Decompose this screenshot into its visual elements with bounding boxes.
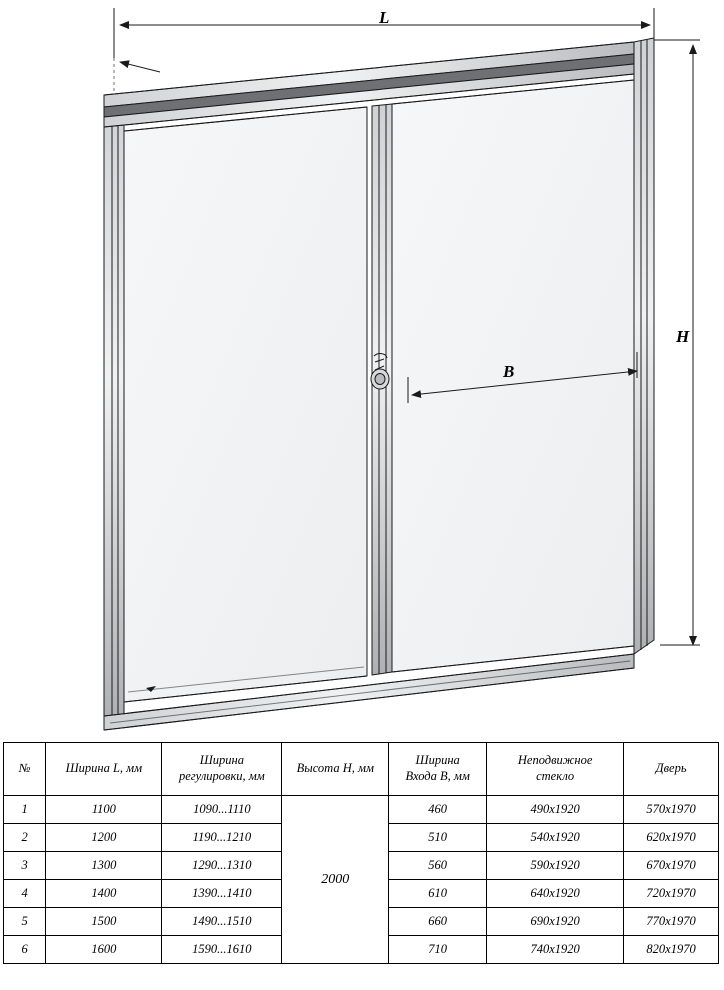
cell-width: 1300 bbox=[46, 852, 162, 880]
right-wall-profile bbox=[634, 38, 654, 654]
cell-entry: 710 bbox=[389, 936, 487, 964]
cell-adjust: 1390...1410 bbox=[162, 880, 282, 908]
dimension-label-entry-width: B bbox=[503, 362, 515, 381]
cell-adjust: 1590...1610 bbox=[162, 936, 282, 964]
table-head bbox=[4, 743, 719, 796]
cell-height-merged: 2000 bbox=[282, 796, 389, 964]
column-header-fixed-line2: стекло bbox=[536, 769, 575, 783]
column-header-width-l: Ширина L, мм bbox=[46, 743, 162, 796]
cell-adjust: 1490...1510 bbox=[162, 908, 282, 936]
cell-adjust: 1290...1310 bbox=[162, 852, 282, 880]
cell-no: 6 bbox=[4, 936, 46, 964]
table-row bbox=[4, 796, 719, 824]
column-header-door: Дверь bbox=[624, 743, 719, 796]
cell-adjust: 1190...1210 bbox=[162, 824, 282, 852]
cell-door: 720х1970 bbox=[624, 880, 719, 908]
cell-entry: 460 bbox=[389, 796, 487, 824]
cell-entry: 560 bbox=[389, 852, 487, 880]
cell-door: 820х1970 bbox=[624, 936, 719, 964]
cell-fixed: 690х1920 bbox=[487, 908, 624, 936]
dimension-overall-height bbox=[650, 40, 700, 645]
left-wall-profile bbox=[104, 95, 124, 722]
cell-width: 1400 bbox=[46, 880, 162, 908]
cell-width: 1500 bbox=[46, 908, 162, 936]
cell-fixed: 640х1920 bbox=[487, 880, 624, 908]
cell-no: 2 bbox=[4, 824, 46, 852]
cell-door: 620х1970 bbox=[624, 824, 719, 852]
cell-door: 770х1970 bbox=[624, 908, 719, 936]
cell-width: 1200 bbox=[46, 824, 162, 852]
table-body bbox=[4, 796, 719, 964]
cell-no: 3 bbox=[4, 852, 46, 880]
column-header-entry-line1: Ширина bbox=[415, 753, 460, 768]
cell-entry: 610 bbox=[389, 880, 487, 908]
cell-entry: 660 bbox=[389, 908, 487, 936]
cell-door: 670х1970 bbox=[624, 852, 719, 880]
cell-width: 1100 bbox=[46, 796, 162, 824]
cell-adjust: 1090...1110 bbox=[162, 796, 282, 824]
cell-width: 1600 bbox=[46, 936, 162, 964]
column-header-adjust-line2: регулировки, мм bbox=[178, 769, 265, 783]
column-header-height-h: Высота H, мм bbox=[282, 743, 389, 796]
cell-fixed: 590х1920 bbox=[487, 852, 624, 880]
cell-no: 5 bbox=[4, 908, 46, 936]
cell-fixed: 490х1920 bbox=[487, 796, 624, 824]
column-header-no: № bbox=[4, 743, 46, 796]
column-header-entry-line2: Входа B, мм bbox=[405, 769, 470, 783]
table-header-row bbox=[4, 743, 719, 796]
column-header-adjust-line1: Ширина bbox=[199, 753, 244, 768]
specification-table bbox=[3, 742, 719, 964]
fixed-glass-panel bbox=[124, 107, 367, 702]
cell-no: 1 bbox=[4, 796, 46, 824]
column-header-fixed-line1: Неподвижное bbox=[517, 753, 593, 768]
dimension-label-overall-height: H bbox=[676, 327, 690, 346]
dimension-left-tick bbox=[120, 62, 160, 72]
cell-entry: 510 bbox=[389, 824, 487, 852]
cell-door: 570х1970 bbox=[624, 796, 719, 824]
cell-fixed: 740х1920 bbox=[487, 936, 624, 964]
column-header-fixed-glass bbox=[487, 743, 624, 796]
column-header-entry-width bbox=[389, 743, 487, 796]
column-header-adjust-width bbox=[162, 743, 282, 796]
cell-no: 4 bbox=[4, 880, 46, 908]
cell-fixed: 540х1920 bbox=[487, 824, 624, 852]
dimension-label-overall-width: L bbox=[379, 8, 390, 27]
